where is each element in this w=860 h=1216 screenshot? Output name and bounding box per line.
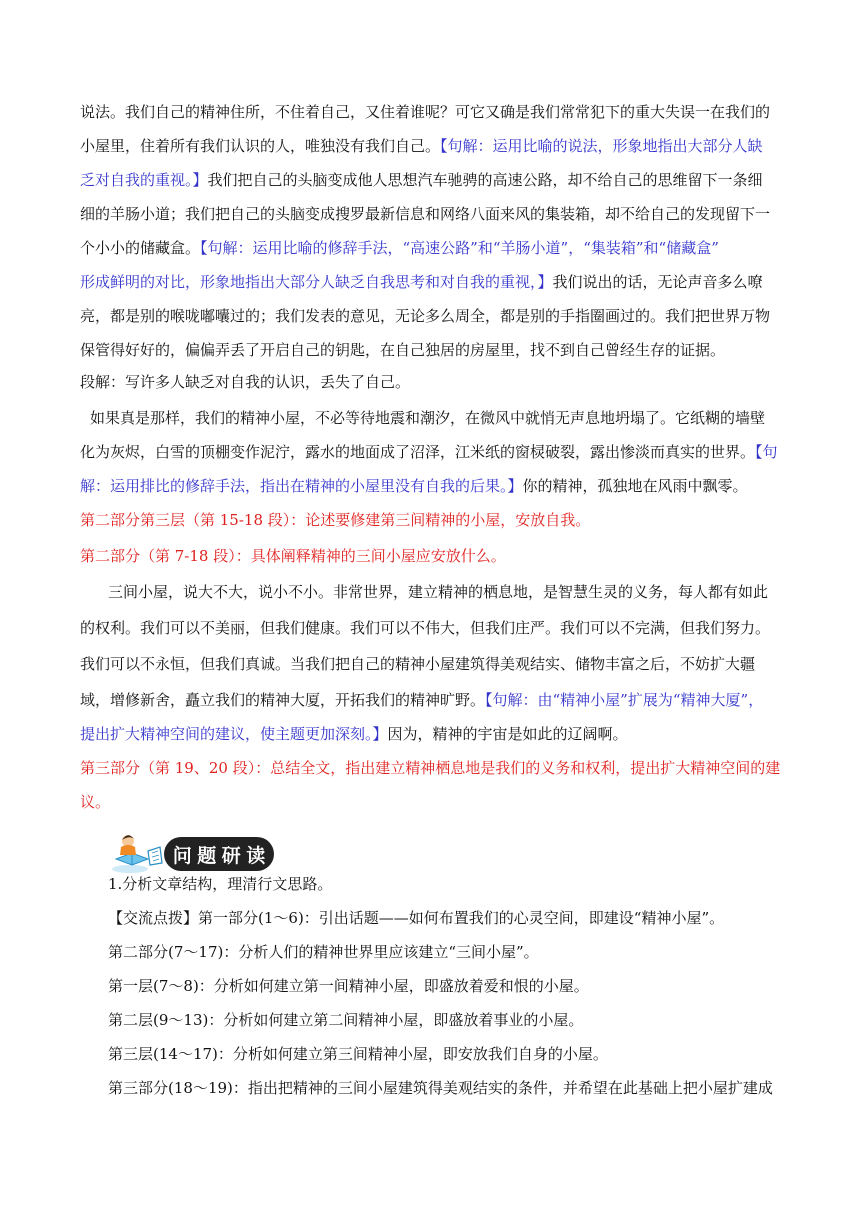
section-summary: 议。 — [80, 793, 111, 811]
sentence-annotation: 解：运用排比的修辞手法，指出在精神的小屋里没有自我的后果。】 — [80, 477, 523, 495]
text-line — [80, 268, 763, 297]
text-line — [80, 336, 725, 365]
text-line — [80, 200, 770, 229]
text-line — [80, 302, 770, 331]
body-text: 我们把自己的头脑变成他人思想汽车驰骋的高速公路，却不给自己的思维留下一条细 — [207, 171, 763, 189]
section-title-badge — [164, 837, 274, 871]
badge-char: 题 — [197, 844, 217, 867]
body-text: 个小小的储藏盒。 — [80, 239, 201, 257]
text-line — [108, 578, 768, 607]
body-text: 的权利。我们可以不美丽，但我们健康。我们可以不伟大，但我们庄严。我们可以不完满，但我们努力。 — [80, 619, 771, 637]
text-line — [108, 1006, 583, 1035]
text-line — [90, 404, 765, 433]
text-line — [80, 368, 410, 397]
text-line — [80, 614, 770, 643]
body-text: 三间小屋，说大不大，说小不小。非常世界，建立精神的栖息地，是智慧生灵的义务，每人都有如此 — [108, 583, 769, 601]
body-text: 亮，都是别的喉咙嘟囔过的；我们发表的意见，无论多么周全，都是别的手指圈画过的。我们把世界万物 — [80, 307, 771, 325]
sentence-annotation: 【句解：运用比喻的说法，形象地指出大部分人缺 — [440, 137, 763, 155]
text-line — [108, 904, 724, 933]
sentence-annotation: 形成鲜明的对比，形象地指出大部分人缺乏自我思考和对自我的重视，】 — [80, 273, 553, 291]
sentence-annotation: 【句解：由“精神小屋”扩展为“精神大厦”， — [485, 691, 764, 709]
text-line — [80, 132, 763, 161]
body-text: 说法。我们自己的精神住所，不住着自己，又住着谁呢？可它又确是我们常常犯下的重大失误一在我们的 — [80, 103, 771, 121]
body-text: 小屋里，住着所有我们认识的人，唯独没有我们自己。 — [80, 137, 441, 155]
text-line — [80, 98, 770, 127]
body-text: 域，增修新舍，矗立我们的精神大厦，开拓我们的精神旷野。 — [80, 691, 486, 709]
text-line — [80, 788, 110, 817]
body-text: 我们可以不永恒，但我们真诚。当我们把自己的精神小屋建筑得美观结实、储物丰富之后，不妨扩大疆 — [80, 655, 756, 673]
sentence-annotation: 【句解：运用比喻的修辞手法，“高速公路”和“羊肠小道”，“集装箱”和“储藏盒” — [200, 239, 719, 257]
text-line — [80, 234, 719, 263]
section-summary: 第三部分（第 19、20 段）：总结全文，指出建立精神栖息地是我们的义务和权利，提出扩大精神空间的建 — [80, 759, 781, 777]
body-text: 因为，精神的宇宙是如此的辽阔啊。 — [387, 725, 628, 743]
body-text: 你的精神，孤独地在风雨中飘零。 — [522, 477, 748, 495]
text-line — [80, 506, 590, 535]
sentence-annotation: 乏对自我的重视。】 — [80, 171, 208, 189]
body-text: 第一层(7～8)：分析如何建立第一间精神小屋，即盛放着爱和恨的小屋。 — [108, 977, 589, 995]
body-text: 第三部分(18～19)：指出把精神的三间小屋建筑得美观结实的条件，并希望在此基础上把小屋扩建成 — [108, 1079, 773, 1097]
body-text: 化为灰烬，白雪的顶棚变作泥泞，露水的地面成了沼泽，江米纸的窗棂破裂，露出惨淡而真实的世界。 — [80, 443, 756, 461]
badge-char: 问 — [172, 844, 192, 867]
text-line — [80, 686, 763, 715]
body-text: 第二部分(7～17)：分析人们的精神世界里应该建立“三间小屋”。 — [108, 943, 539, 961]
body-text: 【交流点拨】第一部分(1～6)：引出话题——如何布置我们的心灵空间，即建设“精神小屋”。 — [108, 909, 725, 927]
text-line — [108, 1074, 773, 1103]
text-line — [108, 972, 589, 1001]
body-text: 我们说出的话，无论声音多么嘹 — [552, 273, 763, 291]
text-line — [80, 650, 755, 679]
text-line — [80, 720, 628, 749]
body-text: 第三层(14～17)：分析如何建立第三间精神小屋，即安放我们自身的小屋。 — [108, 1045, 608, 1063]
body-text: 第二层(9～13)：分析如何建立第二间精神小屋，即盛放着事业的小屋。 — [108, 1011, 584, 1029]
badge-char: 研 — [221, 844, 241, 867]
text-line — [80, 472, 748, 501]
section-header-wendu — [108, 829, 278, 875]
sentence-annotation: 【句 — [755, 443, 778, 461]
text-line — [80, 438, 778, 467]
text-line — [80, 542, 506, 571]
section-summary: 第二部分（第 7-18 段）：具体阐释精神的三间小屋应安放什么。 — [80, 547, 506, 565]
text-line — [80, 754, 780, 783]
text-line — [80, 166, 763, 195]
body-text: 段解：写许多人缺乏对自我的认识，丢失了自己。 — [80, 373, 411, 391]
body-text: 细的羊肠小道；我们把自己的头脑变成搜罗最新信息和网络八面来风的集装箱，却不给自己的发现留下一 — [80, 205, 771, 223]
badge-char: 读 — [246, 844, 266, 867]
body-text: 保管得好好的，偏偏弄丢了开启自己的钥匙，在自己独居的房屋里，找不到自己曾经生存的证据。 — [80, 341, 726, 359]
body-text: 1.分析文章结构，理清行文思路。 — [108, 875, 333, 893]
student-reading-icon — [108, 829, 170, 875]
section-summary: 第二部分第三层（第 15-18 段）：论述要修建第三间精神的小屋，安放自我。 — [80, 511, 591, 529]
sentence-annotation: 提出扩大精神空间的建议，使主题更加深刻。】 — [80, 725, 388, 743]
text-line — [108, 1040, 608, 1069]
text-line — [108, 938, 539, 967]
body-text: 如果真是那样，我们的精神小屋，不必等待地震和潮汐，在微风中就悄无声息地坍塌了。它纸糊的墙壁 — [90, 409, 766, 427]
